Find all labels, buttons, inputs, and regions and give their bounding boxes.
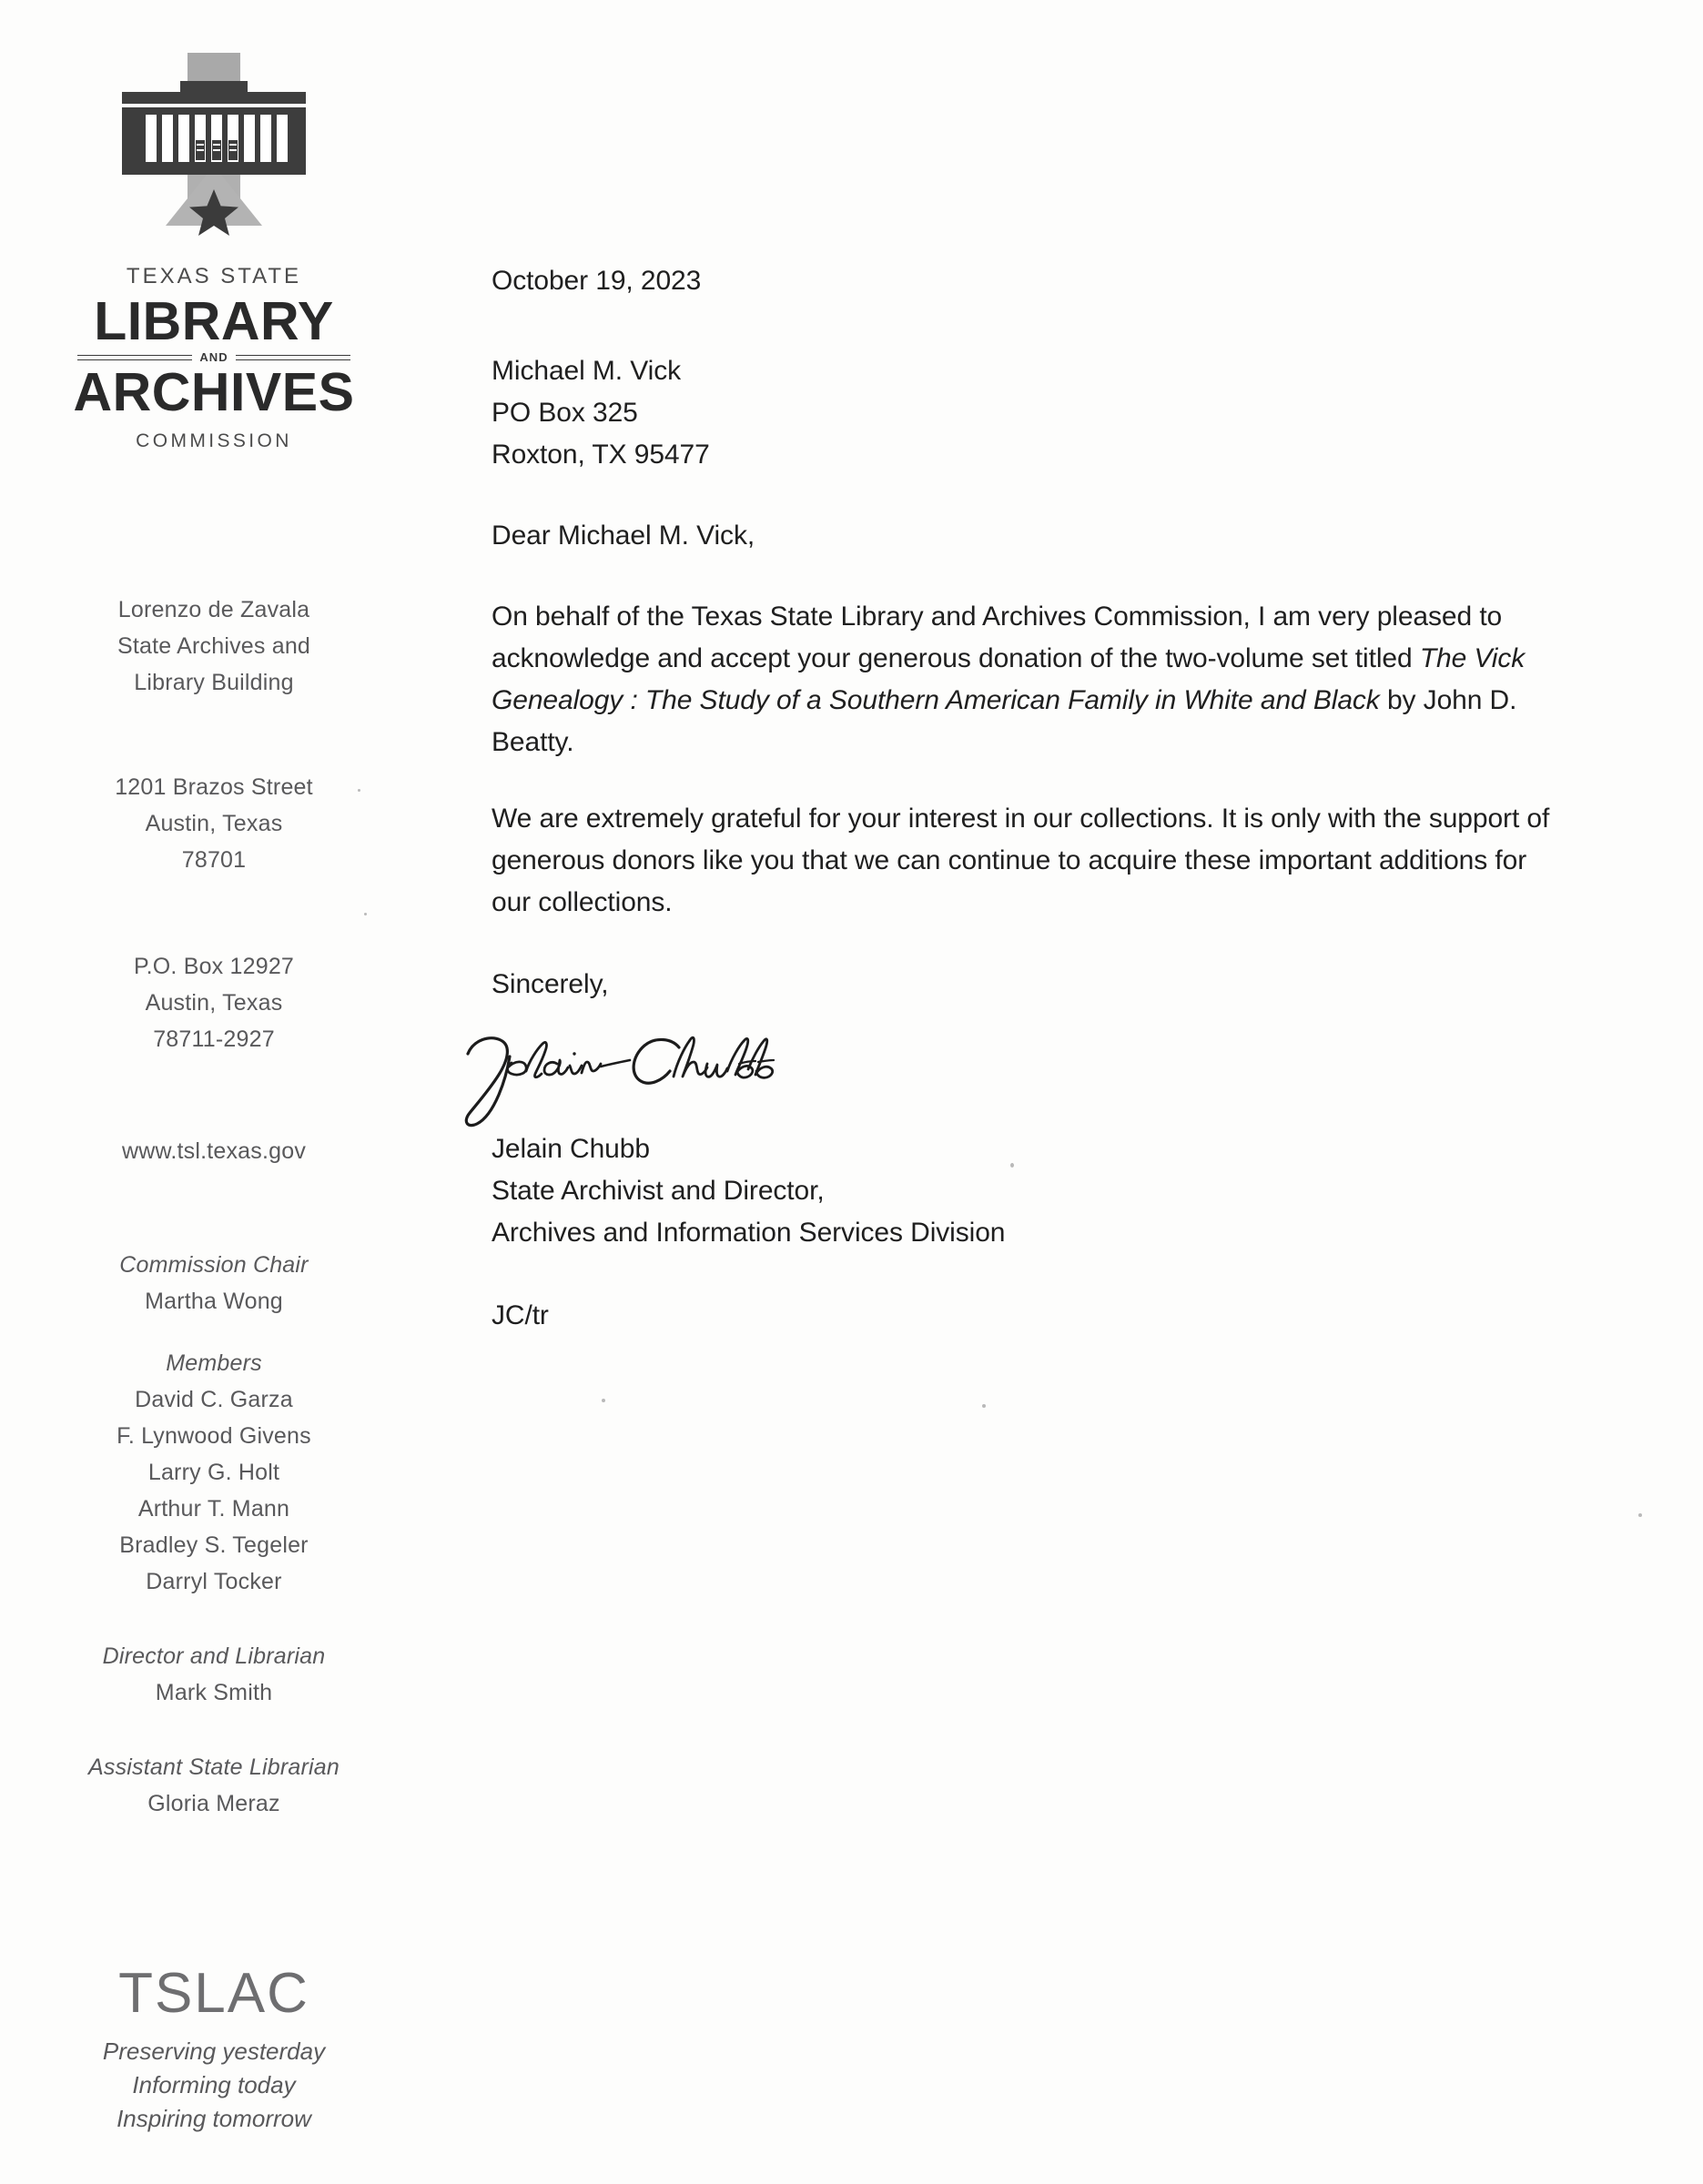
tagline-line-1: Preserving yesterday [102,2037,326,2065]
recipient-street: PO Box 325 [492,398,638,428]
building-line-2: State Archives and [117,633,311,659]
building-line-3: Library Building [134,670,294,695]
member-name: Larry G. Holt [147,1460,280,1485]
member-name: Bradley S. Tegeler [119,1532,309,1558]
typist-initials: JC/tr [492,1300,549,1330]
pobox-line-1: P.O. Box 12927 [133,954,295,979]
commission-chair-title: Commission Chair [119,1252,309,1278]
paragraph-1-after-title: by John D. Beatty. [492,685,1517,757]
director-name: Mark Smith [155,1680,273,1705]
scan-speck [1638,1513,1642,1517]
scan-speck [1010,1163,1014,1168]
signer-title-line-2: Archives and Information Services Division [492,1218,1006,1248]
director-title: Director and Librarian [102,1643,326,1669]
signer-name: Jelain Chubb [492,1134,650,1164]
tagline-line-3: Inspiring tomorrow [117,2105,311,2132]
tagline-line-2: Informing today [132,2071,296,2098]
members-title: Members [166,1350,262,1376]
tslac-acronym: TSLAC [118,1962,309,2025]
letterhead-sidebar [0,0,428,2184]
letter-date: October 19, 2023 [492,266,702,296]
letterhead-building-name [0,592,428,701]
member-name: David C. Garza [135,1387,293,1412]
letterhead-assistant-state-librarian [0,1749,428,1822]
recipient-name: Michael M. Vick [492,356,682,386]
letter-closing: Sincerely, [492,969,609,999]
capitol-building-star-logo-icon [100,53,328,253]
letter-salutation: Dear Michael M. Vick, [492,521,755,551]
letter-paragraph-1 [492,596,1547,763]
paragraph-1-before-title: On behalf of the Texas State Library and Archives Commission, I am very pleased to acknowledge and accept your generous donation of the two-volume set titled [492,602,1503,673]
scan-speck [602,1399,605,1402]
wordmark-library: LIBRARY [94,291,334,351]
wordmark-archives: ARCHIVES [73,362,355,423]
letter-paragraph-2: We are extremely grateful for your interest in our collections. It is only with the support of generous donors like you that we can continue to acquire these important additions for our collections. [492,804,1550,917]
building-line-1: Lorenzo de Zavala [117,597,310,622]
letterhead-director-and-librarian [0,1638,428,1711]
signer-block [492,1128,1005,1254]
divider-rule-right [236,355,350,360]
handwritten-signature-icon [455,1024,783,1133]
street-line-3: 78701 [181,847,247,873]
street-line-1: 1201 Brazos Street [115,774,313,800]
recipient-city-state-zip: Roxton, TX 95477 [492,440,710,470]
street-line-2: Austin, Texas [145,811,283,836]
pobox-line-3: 78711-2927 [153,1026,275,1052]
letterhead-members [0,1345,428,1600]
logo-wordmark [0,264,428,452]
book-title: The Vick Genealogy : The Study of a Southern American Family in White and Black [492,643,1526,715]
wordmark-texas-state: TEXAS STATE [126,264,302,288]
member-name: Darryl Tocker [146,1569,282,1594]
pobox-line-2: Austin, Texas [145,990,283,1016]
member-name: F. Lynwood Givens [117,1423,311,1449]
letterhead-street-address [0,769,428,878]
wordmark-and: AND [199,350,228,365]
scan-speck [364,913,367,915]
assistant-librarian-name: Gloria Meraz [147,1791,280,1816]
wordmark-commission: COMMISSION [136,430,292,451]
commission-chair-name: Martha Wong [145,1289,283,1314]
letterhead-commission-chair [0,1247,428,1320]
scan-speck [982,1404,986,1408]
recipient-address [492,350,710,476]
tslac-footer [0,1962,428,2136]
tslac-tagline [0,2035,428,2136]
letterhead-website[interactable] [0,1133,428,1169]
letterhead-po-box-address [0,948,428,1057]
website-url[interactable]: www.tsl.texas.gov [121,1138,307,1164]
divider-rule-left [77,355,192,360]
signer-title-line-1: State Archivist and Director, [492,1176,825,1206]
scan-speck [358,789,360,792]
member-name: Arthur T. Mann [137,1496,290,1522]
assistant-librarian-title: Assistant State Librarian [88,1754,340,1780]
